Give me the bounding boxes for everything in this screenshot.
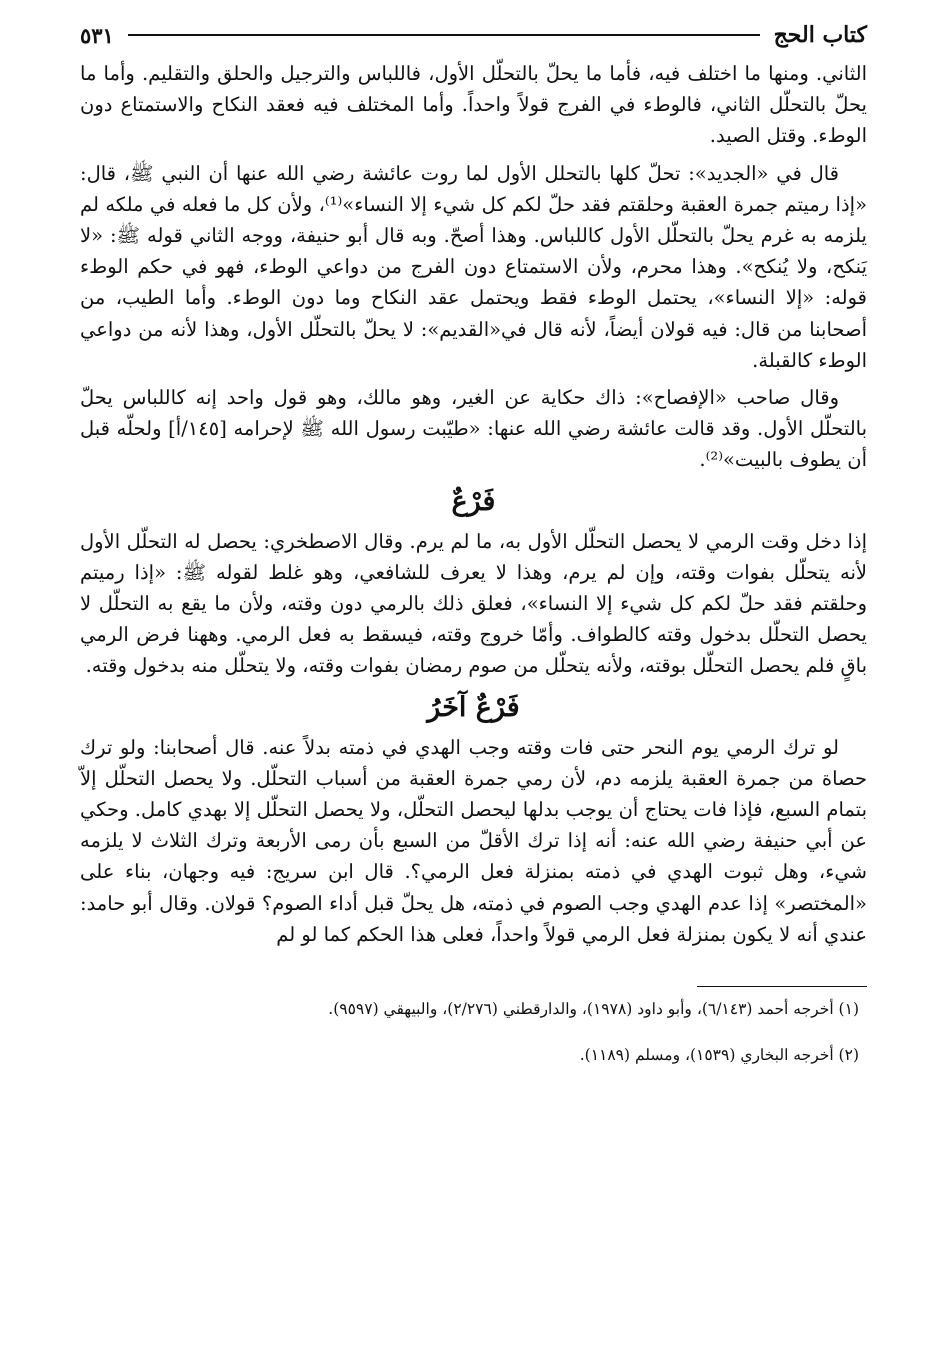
page-header	[80, 18, 867, 52]
section-heading-far-akhar: فَرْعٌ آخَرُ	[427, 691, 520, 723]
paragraph-1: الثاني. ومنها ما اختلف فيه، فأما ما يحلّ بالتحلّل الأول، فاللباس والترجيل والحلق والتقليم. وأما ما يحلّ بالتحلّل الثاني، فالوطء في الفرج قولاً واحداً. وأما المختلف فيه فعقد النكاح والاستمتاع دون الوطء. وقتل الصيد.	[80, 62, 867, 148]
paragraph-4: إذا دخل وقت الرمي لا يحصل التحلّل الأول به، ما لم يرم. وقال الاصطخري: يحصل له التحلّل الأول لأنه يتحلّل بفوات وقته، وإن لم يرم، وهذا لا يعرف للشافعي، وهو غلط لقوله ﷺ: «إذا رميتم وحلقتم فقد حلّ لكم كل شيء إلا النساء»، فعلق ذلك بالرمي دون وقته، ولأن ما يقع به التحلّل لا يحصل التحلّل بدخول وقته كالطواف. وأمّا خروج وقته، فيسقط به فعل الرمي. وههنا فرض الرمي باقٍ فلم يحصل التحلّل بوقته، ولأنه يتحلّل من صوم رمضان بفوات وقته، ولا يتحلّل منه بدخول وقته.	[80, 529, 867, 678]
page-number: ٥٣١	[80, 22, 114, 48]
footnote-separator	[697, 986, 867, 987]
paragraph-3: وقال صاحب «الإفصاح»: ذاك حكاية عن الغير، وهو مالك، وهو قول واحد إنه كاللباس يحلّ بالتحلّل الأول. وقد قالت عائشة رضي الله عنها: «طيّبت رسول الله ﷺ لإحرامه [١٤٥/أ] ولحلّه قبل أن يطوف بالبيت»⁽²⁾.	[80, 386, 868, 472]
section-heading-far: فَرْعٌ	[451, 485, 496, 517]
header-rule	[128, 34, 760, 36]
paragraph-5: لو ترك الرمي يوم النحر حتى فات وقته وجب الهدي في ذمته بدلاً عنه. قال أصحابنا: ولو ترك حصاة من جمرة العقبة يلزمه دم، لأن رمي جمرة العقبة من أسباب التحلّل. ولا يحصل التحلّل إلاّ بتمام السبع، فإذا فات يحتاج أن يوجب بدلها ليحصل التحلّل، ولا يحصل التحلّل إلا بهدي كامل. وحكي عن أبي حنيفة رضي الله عنه: أنه إذا ترك الأقلّ من السبع بأن رمى الأربعة وترك الثلاث لا يلزمه شيء، وهل ثبوت الهدي في ذمته بمنزلة فعل الرمي؟. قال ابن سريج: فيه وجهان، بناء على «المختصر» إذا عدم الهدي وجب الصوم في ذمته، هل يحلّ قبل أداء الصوم؟ قولان. وقال أبو حامد: عندي أنه لا يكون بمنزلة فعل الرمي قولاً واحداً، فعلى هذا الحكم كما لو لم	[80, 735, 867, 946]
footnote-1: (١) أخرجه أحمد (٦/١٤٣)، وأبو داود (١٩٧٨)، والدارقطني (٢/٢٧٦)، والبيهقي (٩٥٩٧).	[328, 1000, 859, 1019]
running-title: كتاب الحج	[773, 22, 867, 48]
paragraph-2: قال في «الجديد»: تحلّ كلها بالتحلل الأول لما روت عائشة رضي الله عنها أن النبي ﷺ، قال: «إذا رميتم جمرة العقبة وحلقتم فقد حلّ لكم كل شيء إلا النساء»⁽¹⁾، ولأن كل ما فعله في ملكه لم يلزمه به غرم يحلّ بالتحلّل الأول كاللباس. وهذا أصحّ. وبه قال أبو حنيفة، ووجه الثاني قوله ﷺ: «لا يَنكح، ولا يُنكح». وهذا محرم، ولأن الاستمتاع دون الفرج من دواعي الوطء، فهو في حكم الوطء قوله: «إلا النساء»، يحتمل الوطء فقط ويحتمل عقد النكاح وما دون الوطء. وأما الطيب، من أصحابنا من قال: فيه قولان أيضاً، لأنه قال في«القديم»: لا يحلّ بالتحلّل الأول، وهذا لأنه من دواعي الوطء كالقبلة.	[80, 161, 867, 372]
footnote-2: (٢) أخرجه البخاري (١٥٣٩)، ومسلم (١١٨٩).	[579, 1046, 859, 1065]
book-page	[80, 18, 867, 1338]
